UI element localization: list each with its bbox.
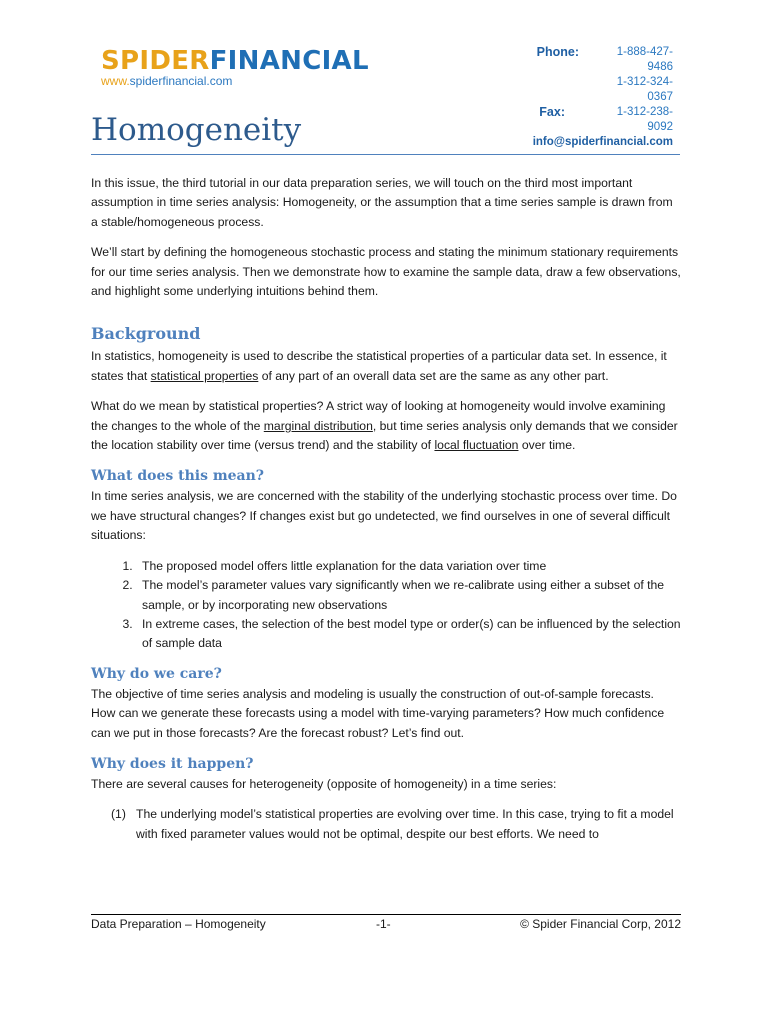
company-logo [101,46,369,88]
background-paragraph-2 [91,397,681,455]
page-footer [91,914,681,931]
heading-background: Background [91,324,201,344]
phone-label: Phone: [536,45,579,59]
email-link[interactable]: info@spiderfinancial.com [532,136,673,148]
footer-doc-title: Data Preparation – Homogeneity [91,917,266,931]
list-item [111,805,681,844]
fax-label: Fax: [539,105,565,119]
logo-url[interactable] [101,74,369,88]
link-statistical-properties[interactable]: statistical properties [150,368,259,383]
title-divider [91,154,680,155]
intro-paragraph-1: In this issue, the third tutorial in our data preparation series, we will touch on the third most important assumption in time series analysis: Homogeneity, or the assumption that a time series sample is drawn from a stable/homogeneous process. [91,176,673,229]
text-run: What do we mean by statistical properties? A strict way of looking at homogeneity would involve examining the changes to the whole of the [91,399,666,433]
list-item: 2. The model’s parameter values vary significantly when we re-calibrate using either a subset of the sample, or by incorporating new observations [136,576,681,615]
logo-wordmark [101,46,369,76]
logo-url-domain: spiderfinancial.com [129,74,233,88]
article-body [91,174,681,844]
link-marginal-distribution[interactable]: marginal distribution [263,418,373,433]
why-care-paragraph: The objective of time series analysis and modeling is usually the construction of out-of-sample forecasts. How can we generate these forecasts using a model with time-varying parameters? How much confidence can we put in those forecasts? Are the forecast robust? Let’s find out. [91,686,665,740]
text-run: over time. [518,438,576,453]
situations-list [91,557,681,654]
list-marker: (1) [111,807,126,822]
list-item: 3. In extreme cases, the selection of the best model type or order(s) can be influenced by the selection of sample data [136,615,681,654]
why-happen-paragraph: There are several causes for heterogeneity (opposite of homogeneity) in a time series: [91,776,557,791]
list-item: 1. The proposed model offers little explanation for the data variation over time [136,557,681,576]
list-item-text: The underlying model’s statistical properties are evolving over time. In this case, trying to fit a model with fixed parameter values would not be optimal, despite our best efforts. We need to [136,807,674,841]
footer-page-number: -1- [376,917,391,931]
phone-row-2 [533,75,673,105]
heading-what-does-this-mean: What does this mean? [91,468,264,485]
page-title: Homogeneity [91,112,302,148]
logo-url-prefix: www. [101,74,130,88]
fax-number: 1-312-238-9092 [616,106,673,133]
causes-list [91,805,681,844]
contact-block [533,45,673,150]
text-run: , but time series analysis only demands that we consider the location stability over time (versus trend) and the stability of [91,418,678,453]
phone-row [533,45,673,75]
link-local-fluctuation[interactable]: local fluctuation [434,438,519,453]
what-paragraph: In time series analysis, we are concerned with the stability of the underlying stochastic process over time. Do we have structural changes? If changes exist but go undetected, we find ourselves in one of several difficult situations: [91,489,677,543]
heading-why-does-it-happen: Why does it happen? [91,755,254,772]
intro-paragraph-2: We’ll start by defining the homogeneous stochastic process and stating the minimum stationary requirements for our time series analysis. Then we demonstrate how to examine the sample data, draw a few observations, and highlight some underlying intuitions behind them. [91,245,681,299]
background-paragraph-1 [91,347,681,386]
footer-copyright: © Spider Financial Corp, 2012 [520,917,681,931]
heading-why-do-we-care: Why do we care? [91,665,222,682]
fax-row [533,105,673,135]
logo-word-spider: SPIDER [101,46,210,76]
phone-number-2: 1-312-324-0367 [616,76,673,103]
text-run: In statistics, homogeneity is used to describe the statistical properties of a particular data set. In essence, it states that [91,349,667,383]
phone-number-1: 1-888-427-9486 [616,46,673,73]
logo-word-financial: FINANCIAL [209,46,369,76]
text-run: of any part of an overall data set are the same as any other part. [258,368,609,383]
